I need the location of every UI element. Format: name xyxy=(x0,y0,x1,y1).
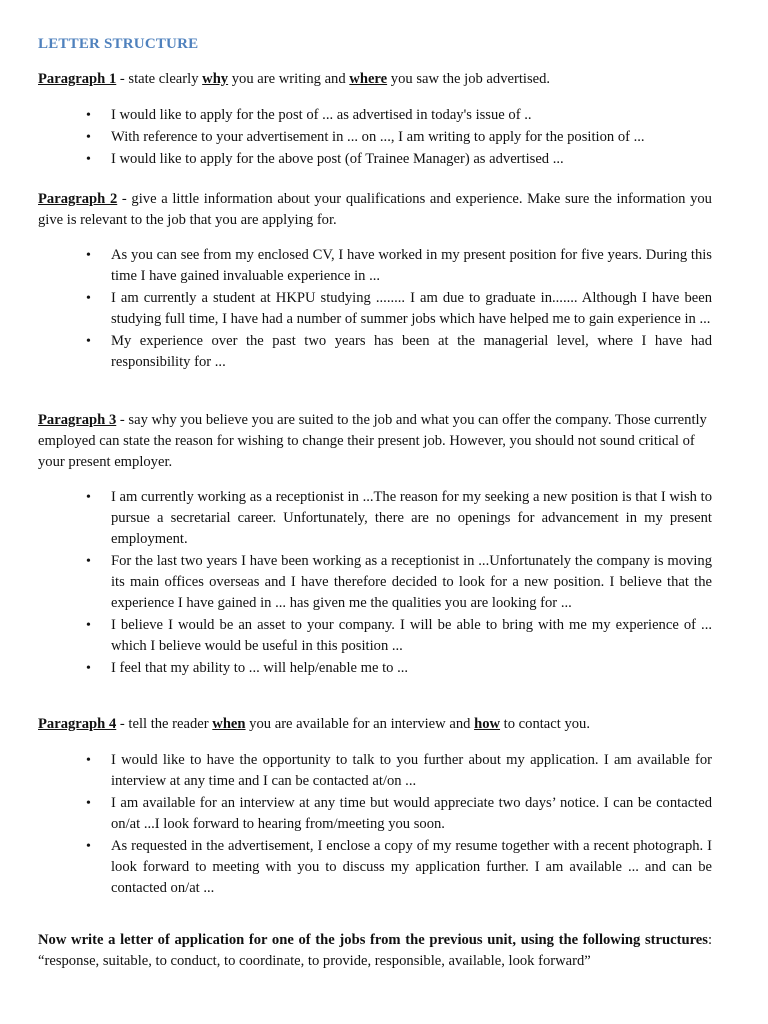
paragraph-2-bullets xyxy=(38,245,712,374)
list-item: • I would like to apply for the post of ... as advertised in today's issue of .. xyxy=(38,105,712,126)
paragraph-4-intro: Paragraph 4 - tell the reader when you are available for an interview and how to contact you. xyxy=(38,716,591,732)
paragraph-3-bullets xyxy=(38,487,712,680)
task-bold-text: Now write a letter of application for one of the jobs from the previous unit, using the following structures xyxy=(38,932,708,948)
list-item: • For the last two years I have been working as a receptionist in ...Unfortunately the company is moving its main offices overseas and I have therefore decided to look for a new position. I believe that the experience I have gained in ... has given me the qualities you are looking for ... xyxy=(38,551,712,614)
list-item: • I believe I would be an asset to your company. I will be able to bring with me my experience of ... which I believe would be useful in this position ... xyxy=(38,615,712,657)
list-item: • As requested in the advertisement, I enclose a copy of my resume together with a recent photograph. I look forward to meeting with you to discuss my application further. I am available ... and can be contacted on/at ... xyxy=(38,836,712,899)
list-item: • I feel that my ability to ... will help/enable me to ... xyxy=(38,658,712,679)
task-structures-text: : “response, suitable, to conduct, to coordinate, to provide, responsible, available, look forward” xyxy=(38,932,712,969)
list-item: • I would like to have the opportunity to talk to you further about my application. I am available for interview at any time and I can be contacted at/on ... xyxy=(38,750,712,792)
paragraph-4-bullets xyxy=(38,750,712,900)
paragraph-2-intro: Paragraph 2 - give a little information about your qualifications and experience. Make sure the information you give is relevant to the job that you are applying for. xyxy=(38,191,712,228)
paragraph-3-label: Paragraph 3 xyxy=(38,412,117,428)
keyword-where: where xyxy=(349,71,388,87)
list-item: • As you can see from my enclosed CV, I have worked in my present position for five years. During this time I have gained invaluable experience in ... xyxy=(38,245,712,287)
writing-task-instruction xyxy=(38,930,712,972)
paragraph-1-bullets xyxy=(38,105,712,171)
keyword-why: why xyxy=(202,71,229,87)
paragraph-4-label: Paragraph 4 xyxy=(38,716,117,732)
paragraph-1-intro: Paragraph 1 - state clearly why you are writing and where you saw the job advertised. xyxy=(38,71,551,87)
page-title: LETTER STRUCTURE xyxy=(38,36,199,52)
paragraph-2-label: Paragraph 2 xyxy=(38,191,118,207)
list-item: • My experience over the past two years has been at the managerial level, where I have had responsibility for ... xyxy=(38,331,712,373)
list-item: • I am currently working as a receptionist in ...The reason for my seeking a new position is that I wish to pursue a secretarial career. Unfortunately, there are no openings for advancement in my present employment. xyxy=(38,487,712,550)
list-item: • I am available for an interview at any time but would appreciate two days’ notice. I can be contacted on/at ...I look forward to hearing from/meeting you soon. xyxy=(38,793,712,835)
keyword-when: when xyxy=(212,716,246,732)
paragraph-1-label: Paragraph 1 xyxy=(38,71,117,87)
list-item: • I would like to apply for the above post (of Trainee Manager) as advertised ... xyxy=(38,149,712,170)
paragraph-3-intro: Paragraph 3 - say why you believe you are suited to the job and what you can offer the company. Those currently employed can state the reason for wishing to change their present job. However, you should not sound critical of your present employer. xyxy=(38,412,707,470)
list-item: • I am currently a student at HKPU studying ........ I am due to graduate in....... Although I have been studying full time, I have had a number of summer jobs which have helped me to gain experience in ... xyxy=(38,288,712,330)
list-item: • With reference to your advertisement in ... on ..., I am writing to apply for the position of ... xyxy=(38,127,712,148)
keyword-how: how xyxy=(474,716,501,732)
